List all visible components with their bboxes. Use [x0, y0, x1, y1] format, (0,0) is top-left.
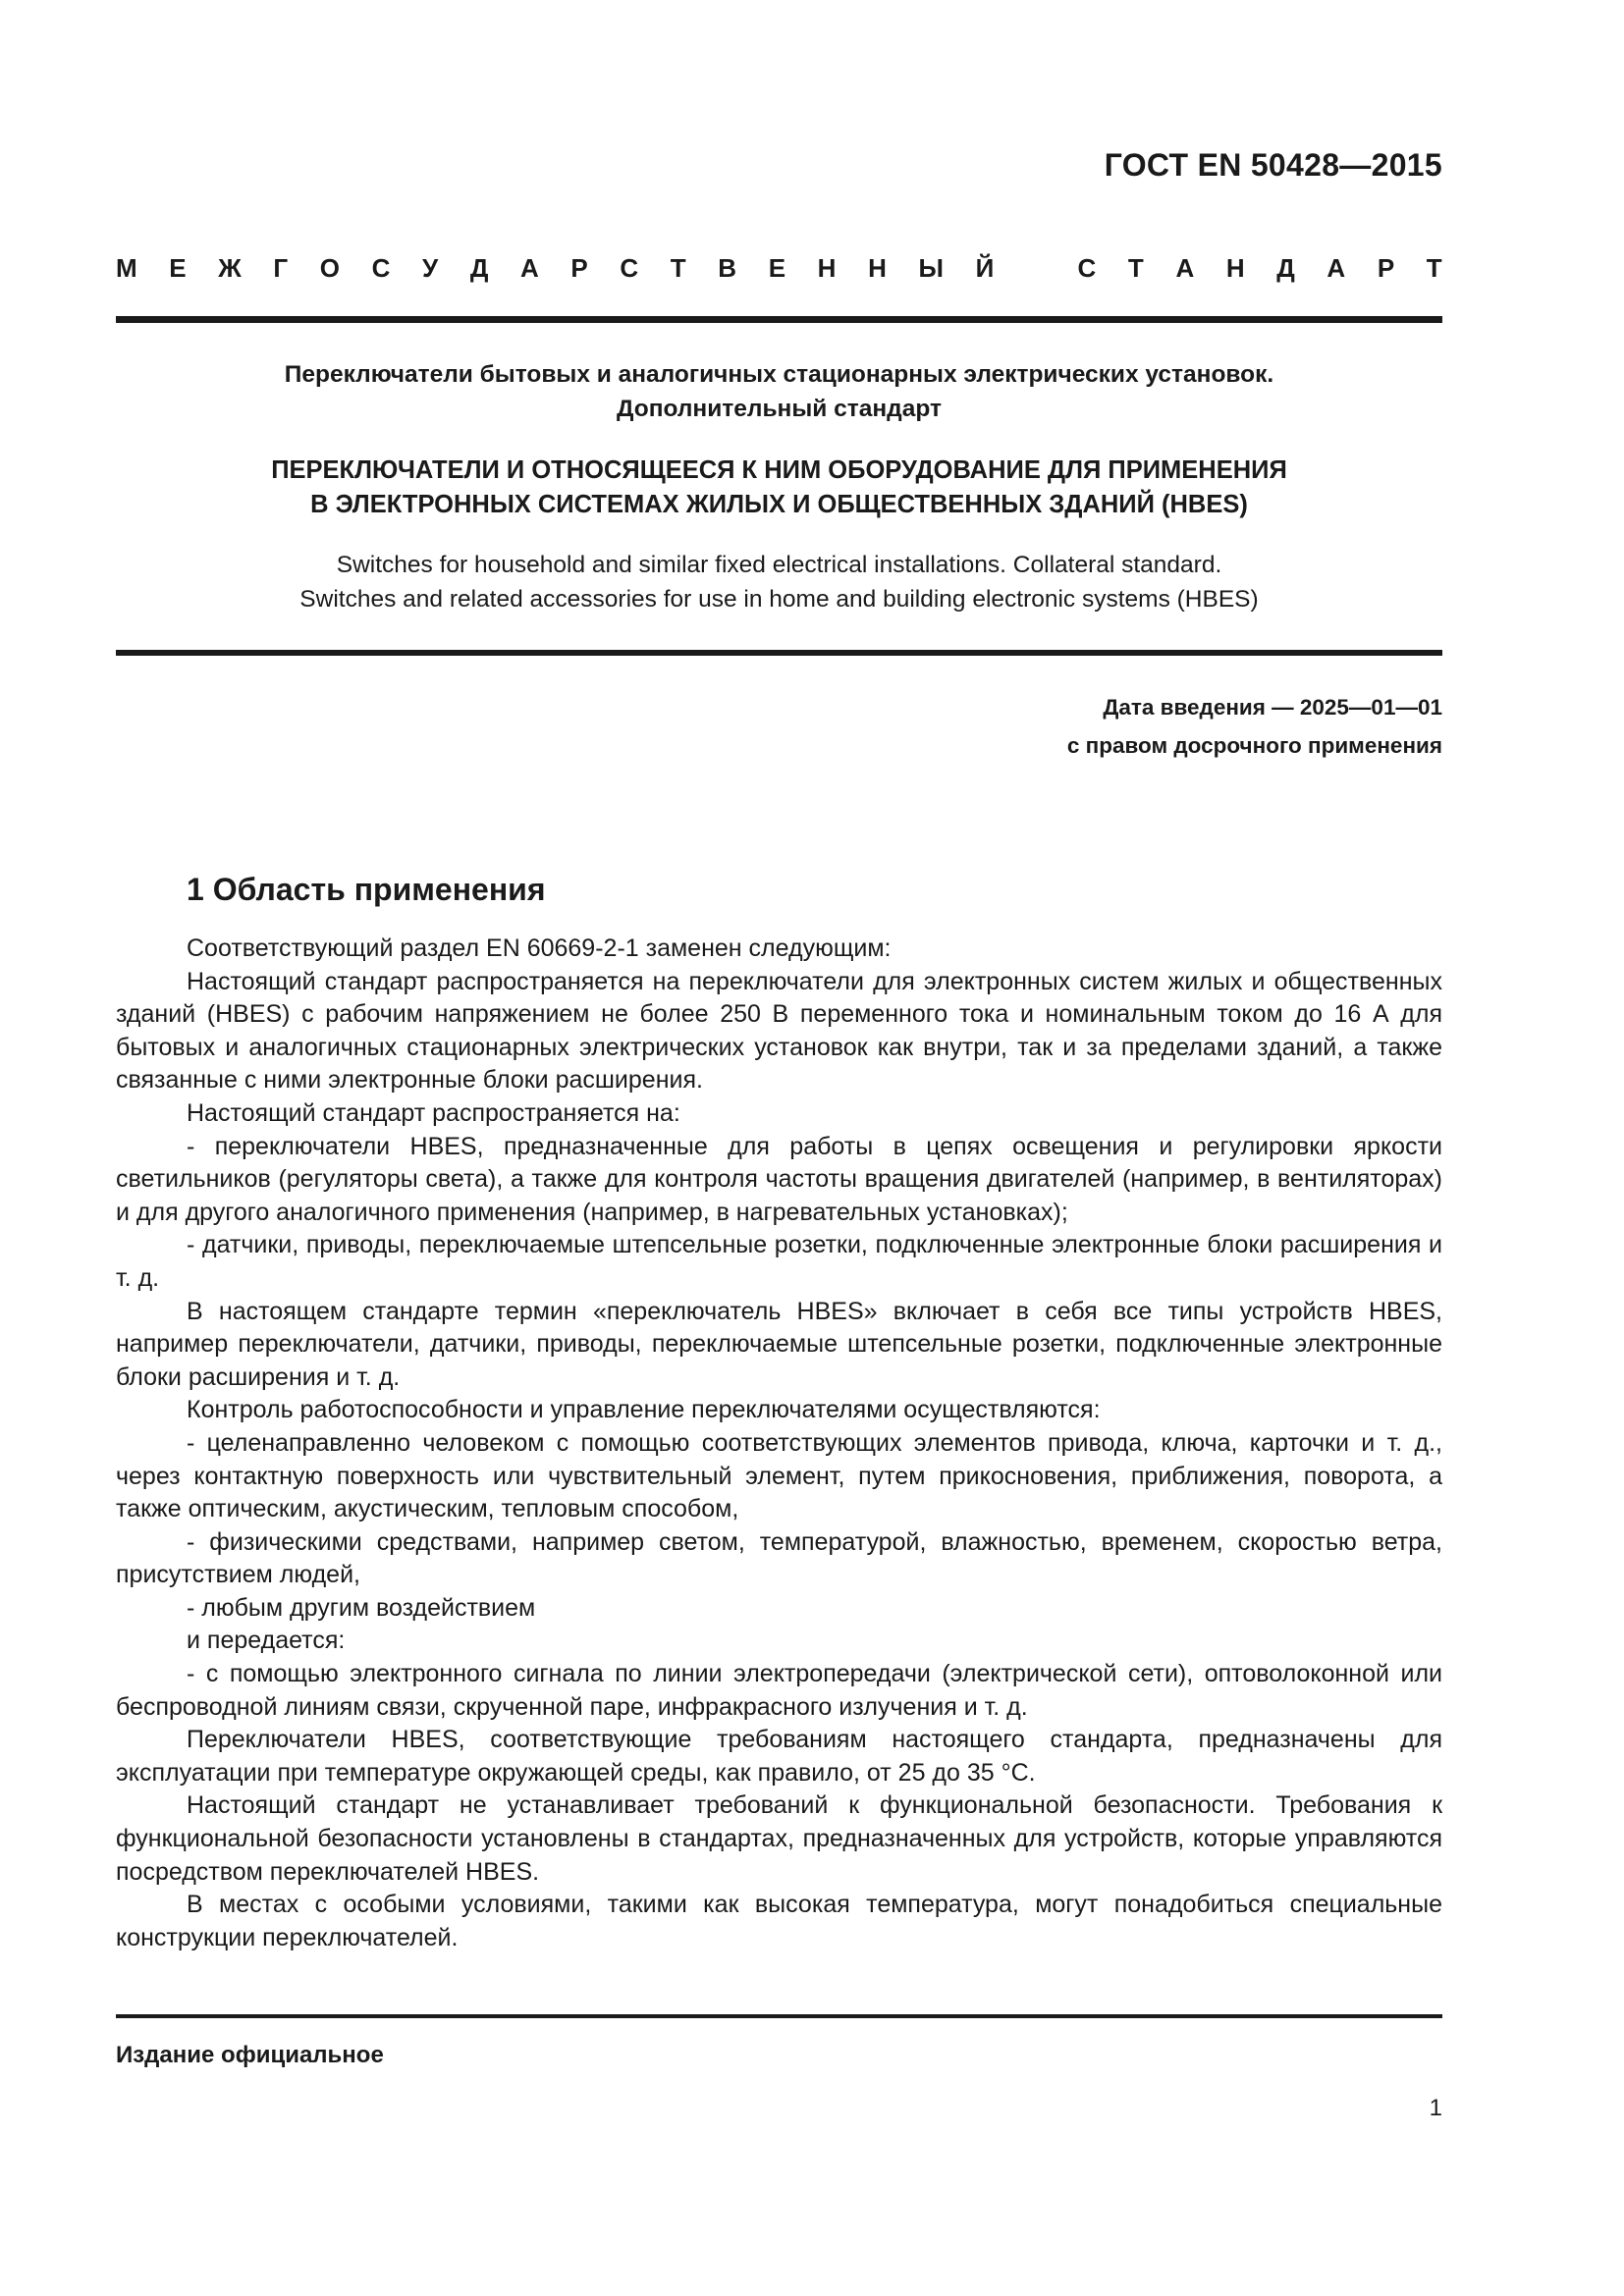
introduction-date-block: [1067, 688, 1442, 765]
paragraph: Настоящий стандарт распространяется на переключатели для электронных систем жилых и общественных зданий (HBES) с рабочим напряжением не более 250 В переменного тока и номинальным током до 16 А для бытовых и аналогичных стационарных электрических установок как внутри, так и за пределами зданий, а также связанные с ними электронные блоки расширения.: [116, 967, 1442, 1095]
section-body: [116, 933, 1442, 1954]
paragraph: Настоящий стандарт не устанавливает требований к функциональной безопасности. Требования к функциональной безопасности установлены в стандартах, предназначенных для устройств, которые управляются посредством переключателей HBES.: [116, 1791, 1442, 1886]
heading-letter: Д: [469, 253, 489, 283]
paragraph: - датчики, приводы, переключаемые штепсельные розетки, подключенные электронные блоки расширения и т. д.: [116, 1231, 1442, 1292]
heading-letter: А: [1175, 253, 1195, 283]
official-edition-label: Издание официальное: [116, 2042, 384, 2068]
paragraph: и передается:: [187, 1627, 346, 1655]
heading-letter: С: [620, 253, 639, 283]
heading-letter: Е: [768, 253, 786, 283]
section-title: 1 Область применения: [187, 872, 546, 907]
heading-letter: Н: [868, 253, 887, 283]
heading-letter: Т: [1426, 253, 1442, 283]
paragraph: - переключатели HBES, предназначенные для работы в цепях освещения и регулировки яркости светильников (регуляторы света), а также для контроля частоты вращения двигателей (например, в вентиляторах) и для другого аналогичного применения (например, в нагревательных установках);: [116, 1132, 1442, 1226]
heading-letter: Р: [1377, 253, 1395, 283]
title-russian: [116, 357, 1442, 426]
title-ru-caps-line-2: В ЭЛЕКТРОННЫХ СИСТЕМАХ ЖИЛЫХ И ОБЩЕСТВЕННЫХ ЗДАНИЙ (HBES): [310, 491, 1248, 518]
top-divider: [116, 316, 1442, 323]
heading-letter: Й: [975, 253, 995, 283]
paragraph: - физическими средствами, например светом, температурой, влажностью, временем, скоростью ветра, присутствием людей,: [116, 1527, 1442, 1589]
heading-letter: Н: [817, 253, 837, 283]
paragraph: Настоящий стандарт распространяется на:: [187, 1098, 680, 1127]
heading-letter: Ж: [218, 253, 242, 283]
title-divider: [116, 650, 1442, 656]
heading-letter: Д: [1276, 253, 1295, 283]
standard-code: ГОСТ EN 50428—2015: [1104, 147, 1442, 183]
heading-letter: [1026, 253, 1046, 284]
heading-letter: М: [116, 253, 137, 283]
paragraph: - целенаправленно человеком с помощью соответствующих элементов привода, ключа, карточки и т. д., через контактную поверхность или чувствительный элемент, путем прикосновения, приближения, поворота, а также оптическим, акустическим, тепловым способом,: [116, 1428, 1442, 1523]
paragraph: В местах с особыми условиями, такими как высокая температура, могут понадобиться специальные конструкции переключателей.: [116, 1891, 1442, 1951]
paragraph: - с помощью электронного сигнала по линии электропередачи (электрической сети), оптоволоконной или беспроводной линиям связи, скрученной паре, инфракрасного излучения и т. д.: [116, 1660, 1442, 1721]
page-number: 1: [1429, 2095, 1442, 2121]
standard-type-heading: [116, 253, 1442, 284]
title-ru-caps-line-1: ПЕРЕКЛЮЧАТЕЛИ И ОТНОСЯЩЕЕСЯ К НИМ ОБОРУДОВАНИЕ ДЛЯ ПРИМЕНЕНИЯ: [271, 456, 1287, 484]
early-application-note: с правом досрочного применения: [1066, 733, 1442, 758]
heading-letter: О: [319, 253, 340, 283]
title-ru-line-2: Дополнительный стандарт: [616, 396, 942, 422]
title-english: [116, 548, 1442, 616]
heading-letter: С: [371, 253, 391, 283]
title-russian-caps: [116, 454, 1442, 522]
title-en-line-2: Switches and related accessories for use in home and building electronic systems (HBES): [299, 586, 1259, 613]
paragraph: Контроль работоспособности и управление переключателями осуществляются:: [187, 1396, 1101, 1424]
heading-letter: Е: [169, 253, 187, 283]
title-ru-line-1: Переключатели бытовых и аналогичных стационарных электрических установок.: [284, 361, 1274, 388]
heading-letter: Т: [670, 253, 686, 283]
paragraph: В настоящем стандарте термин «переключатель HBES» включает в себя все типы устройств HBES, например переключатели, датчики, приводы, переключаемые штепсельные розетки, подключенные электронные блоки расширения и т. д.: [116, 1297, 1442, 1391]
paragraph: - любым другим воздействием: [187, 1593, 536, 1622]
heading-letter: А: [520, 253, 539, 283]
heading-letter: Т: [1127, 253, 1144, 283]
paragraph: Соответствующий раздел EN 60669-2-1 заменен следующим:: [187, 934, 892, 962]
introduction-date: Дата введения — 2025—01—01: [1103, 695, 1442, 720]
heading-letter: Н: [1225, 253, 1245, 283]
heading-letter: В: [718, 253, 737, 283]
heading-letter: А: [1326, 253, 1346, 283]
heading-letter: С: [1077, 253, 1097, 283]
heading-letter: Г: [273, 253, 289, 283]
title-en-line-1: Switches for household and similar fixed electrical installations. Collateral standard.: [336, 552, 1222, 578]
footer-divider: [116, 2014, 1442, 2018]
heading-letter: У: [422, 253, 439, 283]
heading-letter: Ы: [918, 253, 944, 283]
paragraph: Переключатели HBES, соответствующие требованиям настоящего стандарта, предназначены для эксплуатации при температуре окружающей среды, как правило, от 25 до 35 °С.: [116, 1726, 1442, 1787]
heading-letter: Р: [570, 253, 588, 283]
